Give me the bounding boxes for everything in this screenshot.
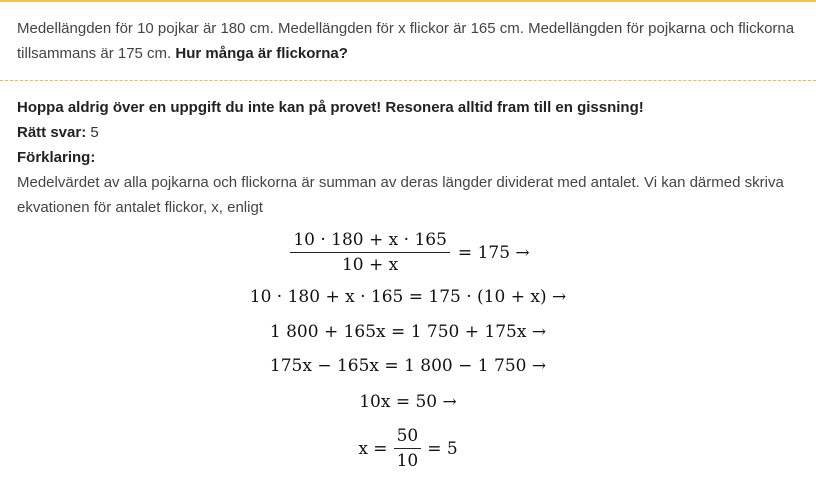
equation-6-numerator: 50 (394, 426, 422, 449)
equation-1-denominator: 10 + x (341, 255, 399, 275)
question-section (0, 2, 816, 76)
equation-5: 10x = 50 → (359, 392, 457, 412)
solution-section (0, 81, 816, 220)
equation-1-numerator: 10 · 180 + x · 165 (290, 230, 450, 253)
equation-2: 10 · 180 + x · 165 = 175 · (10 + x) → (249, 287, 567, 307)
equation-6-lhs: x = (358, 438, 388, 459)
equation-6-denominator: 10 (396, 451, 419, 471)
equation-6 (0, 426, 816, 471)
answer-value: 5 (86, 124, 99, 141)
equation-3: 1 800 + 165x = 1 750 + 175x → (269, 322, 547, 342)
equation-6-rhs: = 5 (427, 438, 458, 459)
equation-1-rhs: = 175 → (457, 242, 530, 263)
equation-1 (0, 230, 816, 275)
equation-6-fraction (394, 426, 422, 471)
answer-label: Rätt svar: (17, 124, 87, 141)
tip-text: Hoppa aldrig över en uppgift du inte kan på provet! Resonera alltid fram till en gissning! (17, 99, 644, 116)
question-text: Medellängden för 10 pojkar är 180 cm. Medellängden för x flickor är 165 cm. Medellängden för pojkarna och flickorna tillsammans är 175 cm. (17, 20, 795, 62)
question-emphasis: Hur många är flickorna? (175, 45, 348, 62)
explanation-label: Förklaring: (17, 149, 96, 166)
equation-4: 175x − 165x = 1 800 − 1 750 → (269, 356, 547, 376)
answer-line (17, 120, 799, 145)
equation-1-fraction (290, 230, 450, 275)
explanation-text: Medelvärdet av alla pojkarna och flickorna är summan av deras längder dividerat med antalet. Vi kan därmed skriva ekvationen för antalet flickor, x, enligt (17, 174, 784, 216)
